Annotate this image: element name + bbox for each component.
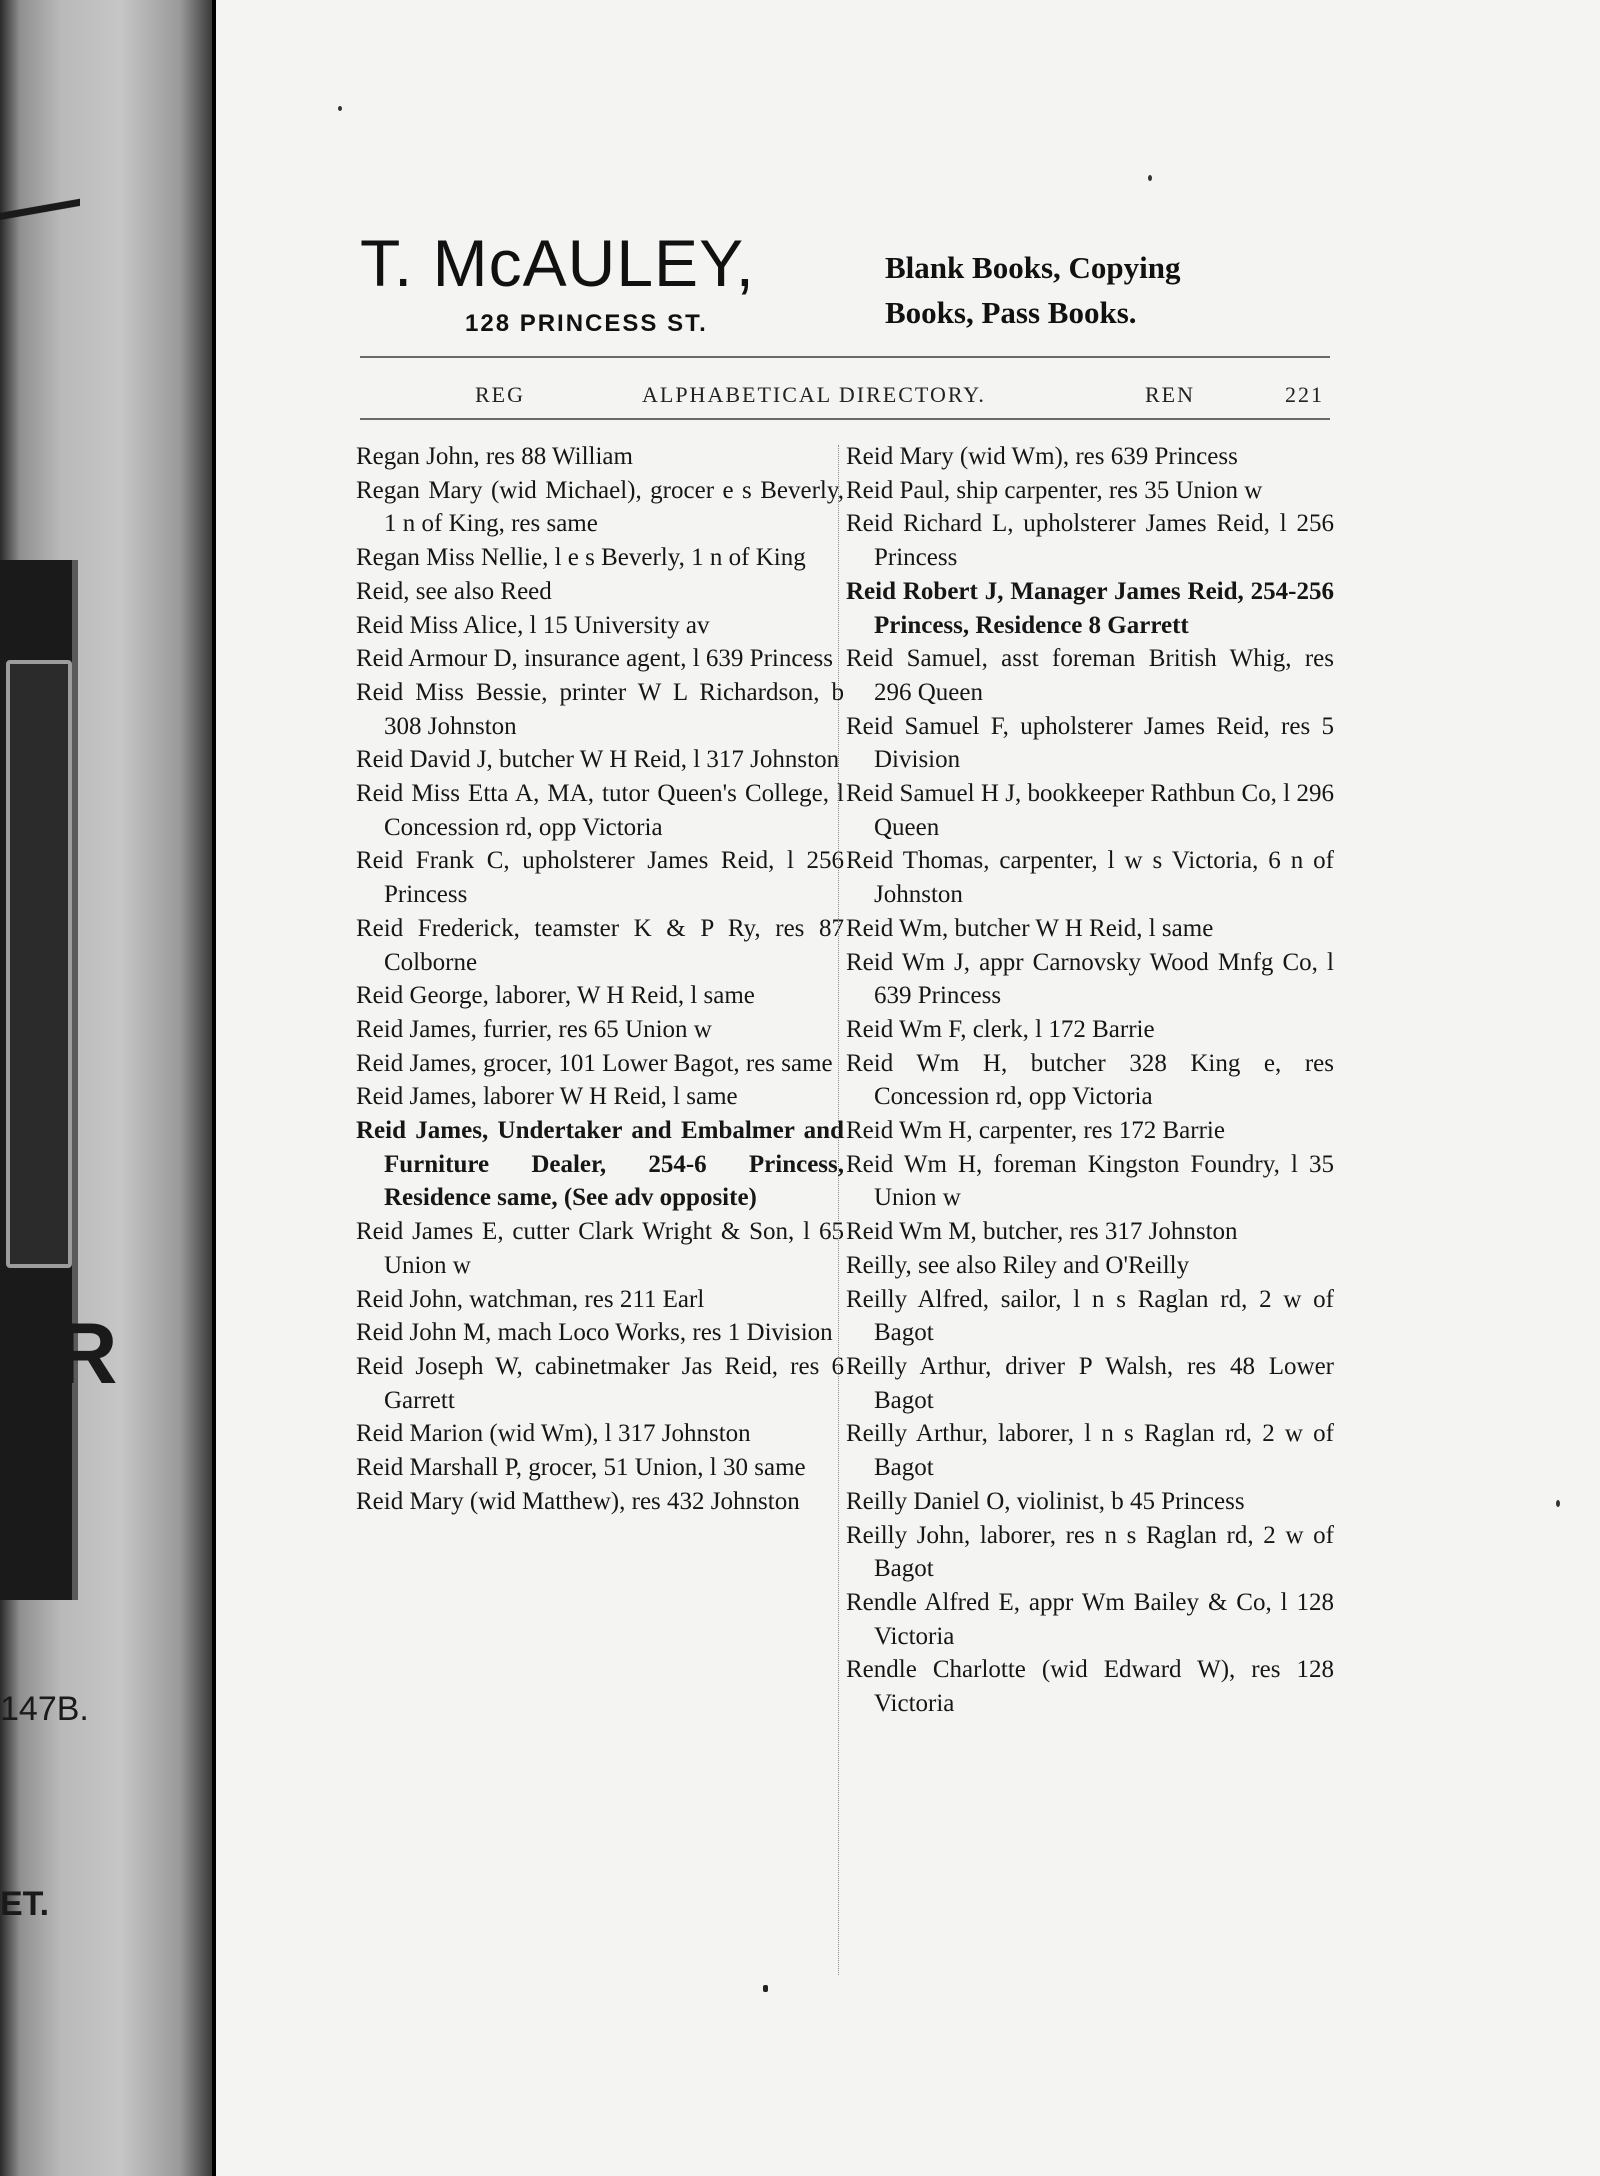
directory-entry: Reid Samuel F, upholsterer James Reid, res 5 Division bbox=[846, 712, 1334, 774]
directory-entry: Reid James, laborer W H Reid, l same bbox=[356, 1083, 738, 1111]
page-number: 221 bbox=[1285, 382, 1324, 407]
column-divider bbox=[838, 445, 839, 1975]
directory-entry: Regan John, res 88 William bbox=[356, 443, 633, 470]
directory-entry: Reid James, furrier, res 65 Union w bbox=[356, 1015, 712, 1043]
directory-entry: Reid Armour D, insurance agent, l 639 Princess bbox=[356, 645, 833, 673]
running-head bbox=[360, 382, 1330, 412]
tagline-line-2: Books, Pass Books. bbox=[885, 295, 1137, 330]
spine-artwork bbox=[0, 560, 78, 1600]
directory-entry: Reid John M, mach Loco Works, res 1 Division bbox=[356, 1319, 833, 1347]
tagline-line-1: Blank Books, Copying bbox=[885, 250, 1181, 285]
directory-entry: Reid Wm F, clerk, l 172 Barrie bbox=[846, 1015, 1155, 1043]
header-rule-bottom bbox=[360, 418, 1330, 420]
directory-entry: Reid James, Undertaker and Embalmer and Furniture Dealer, 254-6 Princess, Residence same, (See adv opposite) bbox=[356, 1117, 844, 1212]
page-speck bbox=[763, 1985, 768, 1992]
advertiser-name: T. McAULEY, bbox=[360, 226, 755, 300]
spine-text-et: ET. bbox=[0, 1885, 50, 1923]
directory-entry: Regan Miss Nellie, l e s Beverly, 1 n of King bbox=[356, 544, 806, 572]
directory-entry: Reid Samuel, asst foreman British Whig, res 296 Queen bbox=[846, 645, 1334, 706]
directory-entry: Reilly Arthur, laborer, l n s Raglan rd, 2 w of Bagot bbox=[846, 1420, 1334, 1482]
book-spine bbox=[0, 0, 212, 2176]
directory-entry: Regan Mary (wid Michael), grocer e s Beverly, 1 n of King, res same bbox=[356, 476, 844, 538]
directory-entry: Reid Richard L, upholsterer James Reid, l 256 Princess bbox=[846, 510, 1334, 572]
directory-entry: Reid George, laborer, W H Reid, l same bbox=[356, 982, 755, 1010]
running-head-left: REG bbox=[475, 382, 525, 407]
directory-entry: Reid, see also Reed bbox=[356, 577, 552, 605]
directory-entry: Reid Wm H, butcher 328 King e, res Concession rd, opp Victoria bbox=[846, 1049, 1334, 1111]
directory-entry: Reid Marshall P, grocer, 51 Union, l 30 same bbox=[356, 1454, 806, 1482]
directory-entry: Reid John, watchman, res 211 Earl bbox=[356, 1285, 705, 1313]
directory-entry: Reilly Daniel O, violinist, b 45 Princess bbox=[846, 1487, 1245, 1515]
spine-artwork-frame bbox=[6, 660, 72, 1268]
directory-column-right bbox=[846, 440, 1334, 1721]
spine-ornament bbox=[0, 198, 80, 220]
directory-entry: Reid David J, butcher W H Reid, l 317 Johnston bbox=[356, 746, 840, 774]
directory-entry: Reid Samuel H J, bookkeeper Rathbun Co, l 296 Queen bbox=[846, 780, 1334, 841]
directory-entry: Reid Robert J, Manager James Reid, 254-256 Princess, Residence 8 Garrett bbox=[846, 577, 1334, 639]
directory-entry: Reilly Alfred, sailor, l n s Raglan rd, 2 w of Bagot bbox=[846, 1285, 1334, 1347]
directory-entry: Rendle Alfred E, appr Wm Bailey & Co, l 128 Victoria bbox=[846, 1588, 1334, 1650]
running-head-title: ALPHABETICAL DIRECTORY. bbox=[642, 382, 986, 407]
directory-entry: Reid Joseph W, cabinetmaker Jas Reid, res 6 Garrett bbox=[356, 1352, 844, 1414]
directory-entry: Reid Miss Etta A, MA, tutor Queen's College, l Concession rd, opp Victoria bbox=[356, 780, 844, 841]
directory-entry: Reid Wm M, butcher, res 317 Johnston bbox=[846, 1218, 1238, 1246]
directory-entry: Reid Wm J, appr Carnovsky Wood Mnfg Co, l 639 Princess bbox=[846, 948, 1334, 1010]
directory-entry: Reid Paul, ship carpenter, res 35 Union w bbox=[846, 476, 1263, 504]
spine-text-er: ER bbox=[0, 1306, 116, 1402]
header-advertisement bbox=[360, 225, 1340, 350]
directory-entry: Reid Wm H, foreman Kingston Foundry, l 35 Union w bbox=[846, 1150, 1334, 1212]
directory-entry: Reid Thomas, carpenter, l w s Victoria, 6 n of Johnston bbox=[846, 847, 1334, 909]
directory-column-left bbox=[356, 440, 844, 1519]
directory-entry: Reid Miss Bessie, printer W L Richardson, b 308 Johnston bbox=[356, 678, 844, 740]
directory-entry: Reilly John, laborer, res n s Raglan rd, 2 w of Bagot bbox=[846, 1521, 1334, 1583]
spine-text-147: 147B. bbox=[0, 1690, 89, 1728]
directory-entry: Reid Wm H, carpenter, res 172 Barrie bbox=[846, 1117, 1225, 1145]
directory-entry: Reid Miss Alice, l 15 University av bbox=[356, 611, 710, 639]
directory-entry: Reilly Arthur, driver P Walsh, res 48 Lower Bagot bbox=[846, 1352, 1334, 1414]
running-head-right: REN bbox=[1145, 382, 1195, 407]
directory-entry: Reid Mary (wid Matthew), res 432 Johnston bbox=[356, 1487, 800, 1515]
directory-entry: Reid James E, cutter Clark Wright & Son, l 65 Union w bbox=[356, 1218, 844, 1279]
directory-entry: Reid Mary (wid Wm), res 639 Princess bbox=[846, 443, 1238, 470]
directory-entry: Reid Frederick, teamster K & P Ry, res 87 Colborne bbox=[356, 914, 844, 976]
page-speck bbox=[338, 106, 342, 111]
directory-entry: Reilly, see also Riley and O'Reilly bbox=[846, 1251, 1190, 1279]
advertiser-address: 128 PRINCESS ST. bbox=[465, 310, 708, 337]
directory-entry: Reid James, grocer, 101 Lower Bagot, res same bbox=[356, 1049, 833, 1077]
page-speck bbox=[1148, 175, 1152, 181]
directory-entry: Rendle Charlotte (wid Edward W), res 128 Victoria bbox=[846, 1656, 1334, 1718]
directory-entry: Reid Frank C, upholsterer James Reid, l 256 Princess bbox=[356, 847, 844, 909]
directory-entry: Reid Marion (wid Wm), l 317 Johnston bbox=[356, 1420, 751, 1448]
advertisement-tagline bbox=[885, 245, 1180, 335]
page-speck bbox=[1556, 1500, 1560, 1507]
directory-entry: Reid Wm, butcher W H Reid, l same bbox=[846, 914, 1214, 942]
header-rule-top bbox=[360, 356, 1330, 358]
